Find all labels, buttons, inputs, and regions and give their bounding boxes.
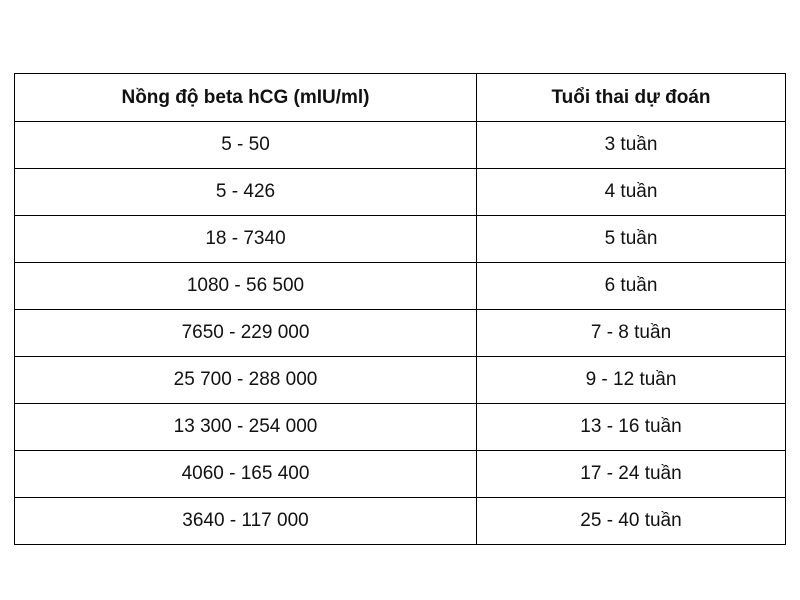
cell-hcg-level: 18 - 7340	[15, 216, 477, 263]
table-row	[15, 451, 786, 498]
table-header-row	[15, 74, 786, 122]
cell-hcg-level: 5 - 50	[15, 122, 477, 169]
cell-gestational-age: 3 tuần	[477, 122, 786, 169]
cell-hcg-level: 7650 - 229 000	[15, 310, 477, 357]
cell-hcg-level: 4060 - 165 400	[15, 451, 477, 498]
table-row	[15, 498, 786, 545]
cell-hcg-level: 1080 - 56 500	[15, 263, 477, 310]
cell-hcg-level: 5 - 426	[15, 169, 477, 216]
table-row	[15, 404, 786, 451]
table-row	[15, 169, 786, 216]
table-row	[15, 263, 786, 310]
cell-gestational-age: 9 - 12 tuần	[477, 357, 786, 404]
table-row	[15, 216, 786, 263]
cell-gestational-age: 6 tuần	[477, 263, 786, 310]
table-row	[15, 310, 786, 357]
table-row	[15, 357, 786, 404]
cell-gestational-age: 17 - 24 tuần	[477, 451, 786, 498]
hcg-table-container	[14, 73, 785, 545]
cell-gestational-age: 7 - 8 tuần	[477, 310, 786, 357]
cell-gestational-age: 13 - 16 tuần	[477, 404, 786, 451]
cell-hcg-level: 13 300 - 254 000	[15, 404, 477, 451]
cell-gestational-age: 25 - 40 tuần	[477, 498, 786, 545]
cell-hcg-level: 3640 - 117 000	[15, 498, 477, 545]
table-row	[15, 122, 786, 169]
cell-hcg-level: 25 700 - 288 000	[15, 357, 477, 404]
header-gestational-age: Tuổi thai dự đoán	[477, 74, 786, 122]
cell-gestational-age: 5 tuần	[477, 216, 786, 263]
hcg-gestational-age-table	[14, 73, 786, 545]
cell-gestational-age: 4 tuần	[477, 169, 786, 216]
header-hcg-level: Nồng độ beta hCG (mIU/ml)	[15, 74, 477, 122]
